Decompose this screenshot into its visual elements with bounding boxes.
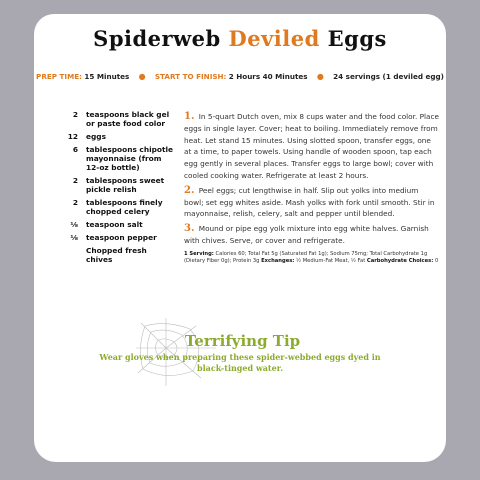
prep-time-label: PREP TIME: <box>36 72 83 81</box>
servings: 24 servings (1 deviled egg) <box>333 72 444 81</box>
ingredient-qty: ⅛ <box>70 220 78 229</box>
ingredient-text: teaspoons black gel or paste food color <box>86 110 170 128</box>
ingredient-item <box>52 132 174 141</box>
ingredient-item <box>52 220 174 229</box>
page-number: 16 <box>250 430 265 441</box>
directions <box>184 111 440 265</box>
serving-text: Calories 60; Total Fat 5g (Saturated Fat 1g); Sodium 75mg; Total Carbohydrate 1g (Dietary Fiber 0g); Protein 3g <box>184 250 428 264</box>
ingredient-text: tablespoons sweet pickle relish <box>86 176 165 194</box>
ingredient-text: tablespoons finely chopped celery <box>86 198 163 216</box>
start-finish-label: START TO FINISH: <box>154 72 227 81</box>
carb-choices-value: 0 <box>434 257 439 264</box>
step-text: Peel eggs; cut lengthwise in half. Slip out yolks into medium bowl; set egg whites aside. Mash yolks with fork until smooth. Stir in mayonnaise, relish, celery, salt and pepper until blended. <box>184 185 435 219</box>
prep-time-value: 15 Minutes <box>84 72 130 81</box>
bullet-icon: ● <box>273 431 280 440</box>
tip-title: Terrifying Tip <box>184 332 301 350</box>
step-item <box>184 111 440 182</box>
recipe-title <box>0 26 480 51</box>
nutrition-info <box>184 251 440 265</box>
bullet-icon: ● <box>316 72 324 81</box>
footer-book-title: Betty Crocker Halloween Cookbook <box>99 431 230 440</box>
ingredient-qty: 2 <box>72 110 78 119</box>
carb-choices-label: Carbohydrate Choices: <box>366 257 434 264</box>
exchanges-text: ½ Medium-Fat Meat, ½ Fat <box>296 257 366 264</box>
ingredient-item <box>52 110 174 128</box>
ingredient-qty: 6 <box>72 145 78 154</box>
ingredient-list <box>52 110 174 268</box>
ingredient-text: eggs <box>86 132 106 141</box>
step-text: Mound or pipe egg yolk mixture into egg white halves. Garnish with chives. Serve, or cover and refrigerate. <box>184 224 429 245</box>
ingredient-item <box>52 198 174 216</box>
tip-text <box>0 352 480 374</box>
title-part2: Eggs <box>319 26 387 51</box>
ingredient-qty <box>52 246 86 264</box>
ingredient-text: teaspoon salt <box>86 220 143 229</box>
bullet-icon: ● <box>138 72 146 81</box>
recipe-meta <box>0 72 480 81</box>
title-accent: Deviled <box>228 26 320 51</box>
footer-chapter: Bewitching Bites & Drinks <box>285 431 381 440</box>
ingredient-qty: 12 <box>67 132 78 141</box>
step-text: In 5-quart Dutch oven, mix 8 cups water and the food color. Place eggs in single layer. Cover; heat to boiling. Immediately remove from heat. Let stand 15 minutes. Using slotted spoon, transfer eggs, one at a time, to paper towels. Using handle of wooden spoon, tap each egg gently in several places. Transfer eggs to large bowl; cover with cooled cooking water. Refrigerate at least 2 hours. <box>184 112 440 180</box>
step-number: 2. <box>184 184 195 196</box>
ingredient-qty: 2 <box>72 176 78 185</box>
serving-label: 1 Serving: <box>184 250 214 257</box>
tip-text-line: Wear gloves when preparing these spider-webbed eggs dyed in <box>99 352 381 362</box>
step-item <box>184 185 440 220</box>
step-number: 1. <box>184 111 195 122</box>
ingredient-text: teaspoon pepper <box>86 233 157 242</box>
tip-text-line: black-tinged water. <box>197 363 283 373</box>
ingredient-item <box>52 145 174 172</box>
step-number: 3. <box>184 223 195 235</box>
step-item <box>184 223 440 247</box>
ingredient-item <box>52 176 174 194</box>
page-footer <box>0 430 480 441</box>
title-part1: Spiderweb <box>93 26 229 51</box>
exchanges-label: Exchanges: <box>261 257 295 264</box>
ingredient-qty: ⅛ <box>70 233 78 242</box>
start-finish-value: 2 Hours 40 Minutes <box>228 72 308 81</box>
ingredient-item <box>52 246 174 264</box>
ingredient-qty: 2 <box>72 198 78 207</box>
ingredient-text: Chopped fresh chives <box>86 246 147 264</box>
ingredient-text: tablespoons chipotle mayonnaise (from 12-oz bottle) <box>86 145 174 172</box>
bullet-icon: ● <box>234 431 241 440</box>
ingredient-item <box>52 233 174 242</box>
